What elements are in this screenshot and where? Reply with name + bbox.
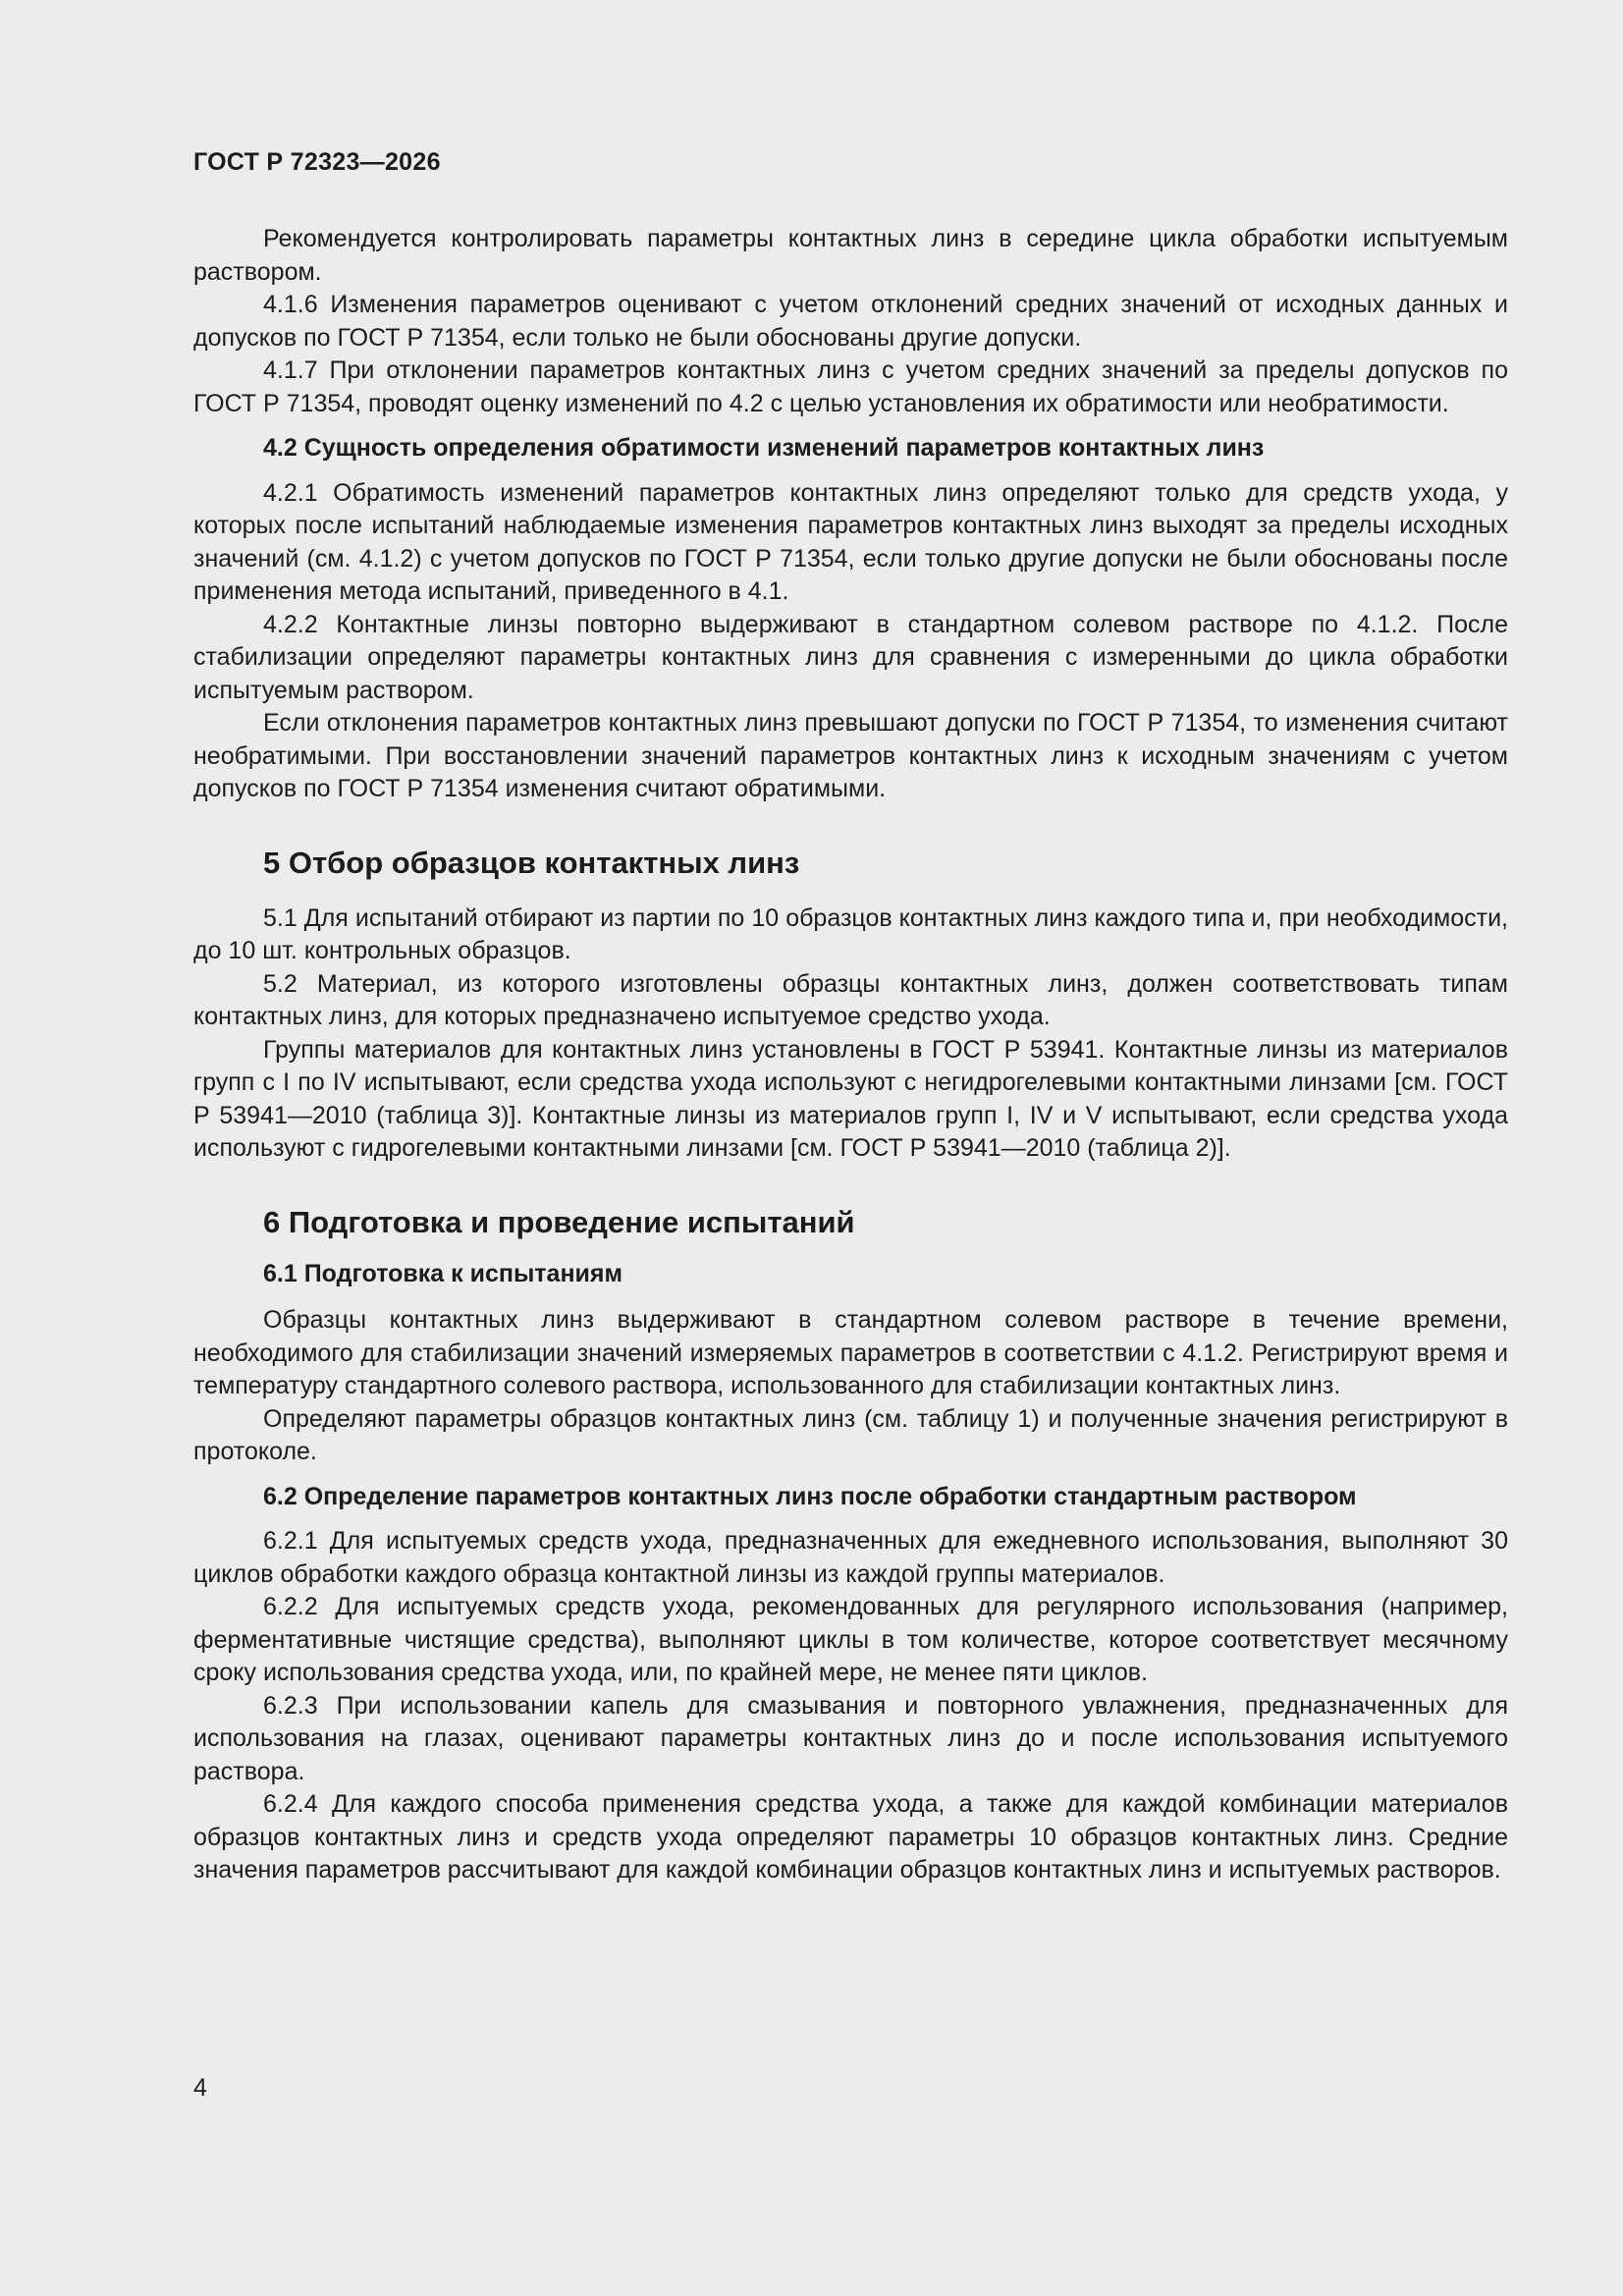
paragraph-6-2-1: 6.2.1 Для испытуемых средств ухода, предназначенных для ежедневного использования, выполняют 30 циклов обработки каждого образца контактной линзы из каждой группы материалов. [193, 1527, 1508, 1588]
paragraph-6-2-4: 6.2.4 Для каждого способа применения средства ухода, а также для каждой комбинации материалов образцов контактных линз и средств ухода определяют параметры 10 образцов контактных линз. Средние значения параметров рассчитывают для каждой комбинации образцов контактных линз и испытуемых растворов. [193, 1790, 1508, 1884]
paragraph-4-2-2: 4.2.2 Контактные линзы повторно выдерживают в стандартном солевом растворе по 4.1.2. После стабилизации определяют параметры контактных линз для сравнения с измеренными до цикла обработки испытуемым раствором. [193, 610, 1508, 704]
paragraph-6-2-2: 6.2.2 Для испытуемых средств ухода, рекомендованных для регулярного использования (например, ферментативные чистящие средства), выполняют циклы в том количестве, которое соответствует месячному сроку использования средства ухода, или, по крайней мере, не менее пяти циклов. [193, 1593, 1508, 1686]
heading-section-5: 5 Отбор образцов контактных линз [263, 845, 800, 880]
paragraph-4-1-5-note: Рекомендуется контролировать параметры контактных линз в середине цикла обработки испытуемым раствором. [193, 225, 1508, 286]
paragraph-6-1-a: Образцы контактных линз выдерживают в стандартном солевом растворе в течение времени, необходимого для стабилизации значений измеряемых параметров в соответствии с 4.1.2. Регистрируют время и температуру стандартного солевого раствора, использованного для стабилизации контактных линз. [193, 1306, 1508, 1399]
heading-4-2: 4.2 Сущность определения обратимости изменений параметров контактных линз [263, 434, 1265, 462]
paragraph-4-1-6: 4.1.6 Изменения параметров оценивают с учетом отклонений средних значений от исходных данных и допусков по ГОСТ Р 71354, если только не были обоснованы другие допуски. [193, 291, 1508, 352]
document-id: ГОСТ Р 72323—2026 [193, 148, 441, 176]
paragraph-4-2-1: 4.2.1 Обратимость изменений параметров контактных линз определяют только для средств ухода, у которых после испытаний наблюдаемые изменения параметров контактных линз выходят за пределы исходных значений (см. 4.1.2) с учетом допусков по ГОСТ Р 71354, если только другие допуски не были обоснованы после применения метода испытаний, приведенного в 4.1. [193, 478, 1508, 605]
paragraph-5-2-cont: Группы материалов для контактных линз установлены в ГОСТ Р 53941. Контактные линзы из материалов групп с I по IV испытывают, если средства ухода используют с негидрогелевыми контактными линзами [см. ГОСТ Р 53941—2010 (таблица 3)]. Контактные линзы из материалов групп I, IV и V испытывают, если средства ухода используют с гидрогелевыми контактными линзами [см. ГОСТ Р 53941—2010 (таблица 2)]. [193, 1035, 1508, 1162]
page-number: 4 [193, 2074, 207, 2102]
paragraph-4-1-7: 4.1.7 При отклонении параметров контактных линз с учетом средних значений за пределы допусков по ГОСТ Р 71354, проводят оценку изменений по 4.2 с целью установления их обратимости или необратимости. [193, 356, 1508, 417]
paragraph-4-2-2-cont: Если отклонения параметров контактных линз превышают допуски по ГОСТ Р 71354, то изменения считают необратимыми. При восстановлении значений параметров контактных линз к исходным значениям с учетом допусков по ГОСТ Р 71354 изменения считают обратимыми. [193, 709, 1508, 802]
paragraph-5-1: 5.1 Для испытаний отбирают из партии по 10 образцов контактных линз каждого типа и, при необходимости, до 10 шт. контрольных образцов. [193, 903, 1508, 964]
heading-section-6: 6 Подготовка и проведение испытаний [263, 1204, 855, 1239]
paragraph-6-1-b: Определяют параметры образцов контактных линз (см. таблицу 1) и полученные значения регистрируют в протоколе. [193, 1404, 1508, 1465]
paragraph-5-2: 5.2 Материал, из которого изготовлены образцы контактных линз, должен соответствовать типам контактных линз, для которых предназначено испытуемое средство ухода. [193, 969, 1508, 1030]
document-body [193, 223, 1508, 1887]
heading-6-2: 6.2 Определение параметров контактных линз после обработки стандартным раствором [263, 1482, 1357, 1510]
paragraph-6-2-3: 6.2.3 При использовании капель для смазывания и повторного увлажнения, предназначенных для использования на глазах, оценивают параметры контактных линз до и после использования испытуемого раствора. [193, 1691, 1508, 1785]
heading-6-1: 6.1 Подготовка к испытаниям [263, 1259, 623, 1287]
